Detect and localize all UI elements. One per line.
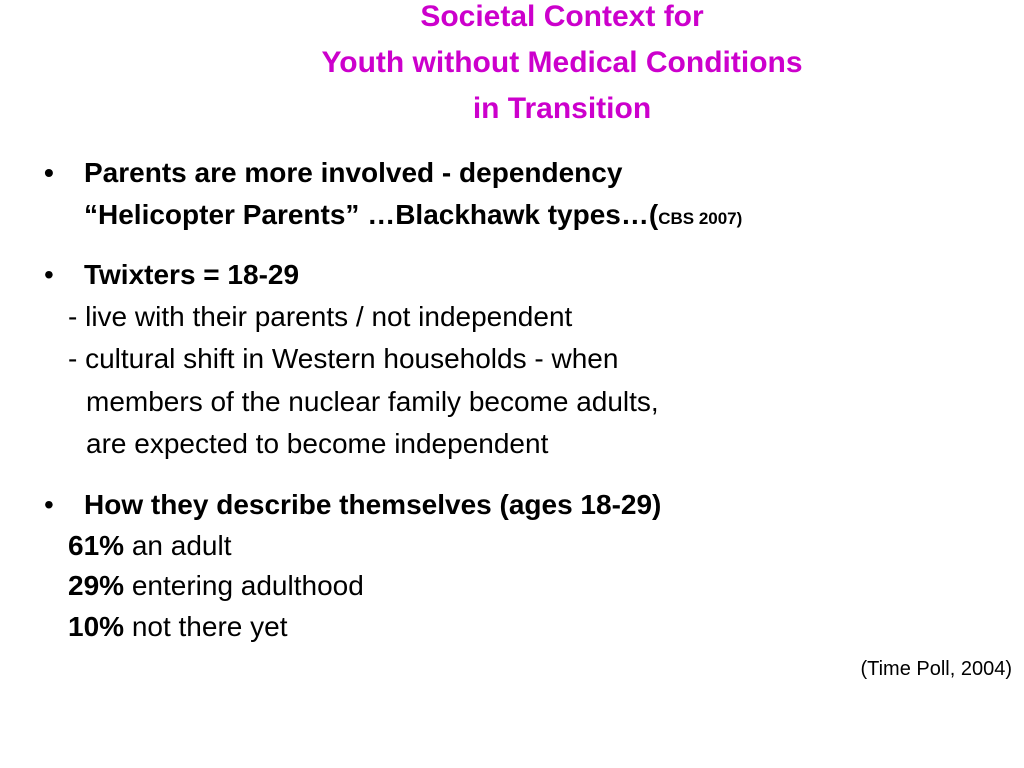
bullet-1: • (44, 157, 54, 188)
bullet-2: • (44, 259, 54, 290)
section1-close-paren: ) (736, 209, 743, 228)
slide-title (200, 0, 924, 132)
bullet-3: • (44, 489, 54, 520)
section1-line1: Parents are more involved - dependency (84, 157, 623, 188)
stat-3-text: not there yet (124, 611, 288, 642)
section2-line2: - cultural shift in Western households - when (68, 343, 619, 374)
citation: (Time Poll, 2004) (860, 658, 1012, 680)
section2-line1: - live with their parents / not independent (68, 301, 573, 332)
stat-2-percent: 29% (68, 570, 125, 601)
section1-line2 (84, 197, 742, 237)
title-line-1: Societal Context for (420, 0, 704, 33)
stat-item-3 (68, 609, 287, 645)
stat-3-percent: 10% (68, 611, 125, 642)
section1-line2-main: “Helicopter Parents” …Blackhawk types…( (84, 199, 659, 230)
stat-item-1 (68, 528, 231, 564)
section2-heading: Twixters = 18-29 (84, 259, 300, 290)
stat-2-text: entering adulthood (124, 570, 364, 601)
title-line-2: Youth without Medical Conditions (321, 46, 803, 79)
stat-1-text: an adult (124, 530, 232, 561)
section1-source: CBS 2007 (658, 209, 737, 228)
section2-line3: members of the nuclear family become adults, (86, 386, 659, 417)
section2-line4: are expected to become independent (86, 428, 549, 459)
stat-item-2 (68, 568, 364, 604)
title-line-3: in Transition (472, 92, 652, 125)
stat-1-percent: 61% (68, 530, 125, 561)
section3-heading: How they describe themselves (ages 18-29) (84, 489, 662, 520)
